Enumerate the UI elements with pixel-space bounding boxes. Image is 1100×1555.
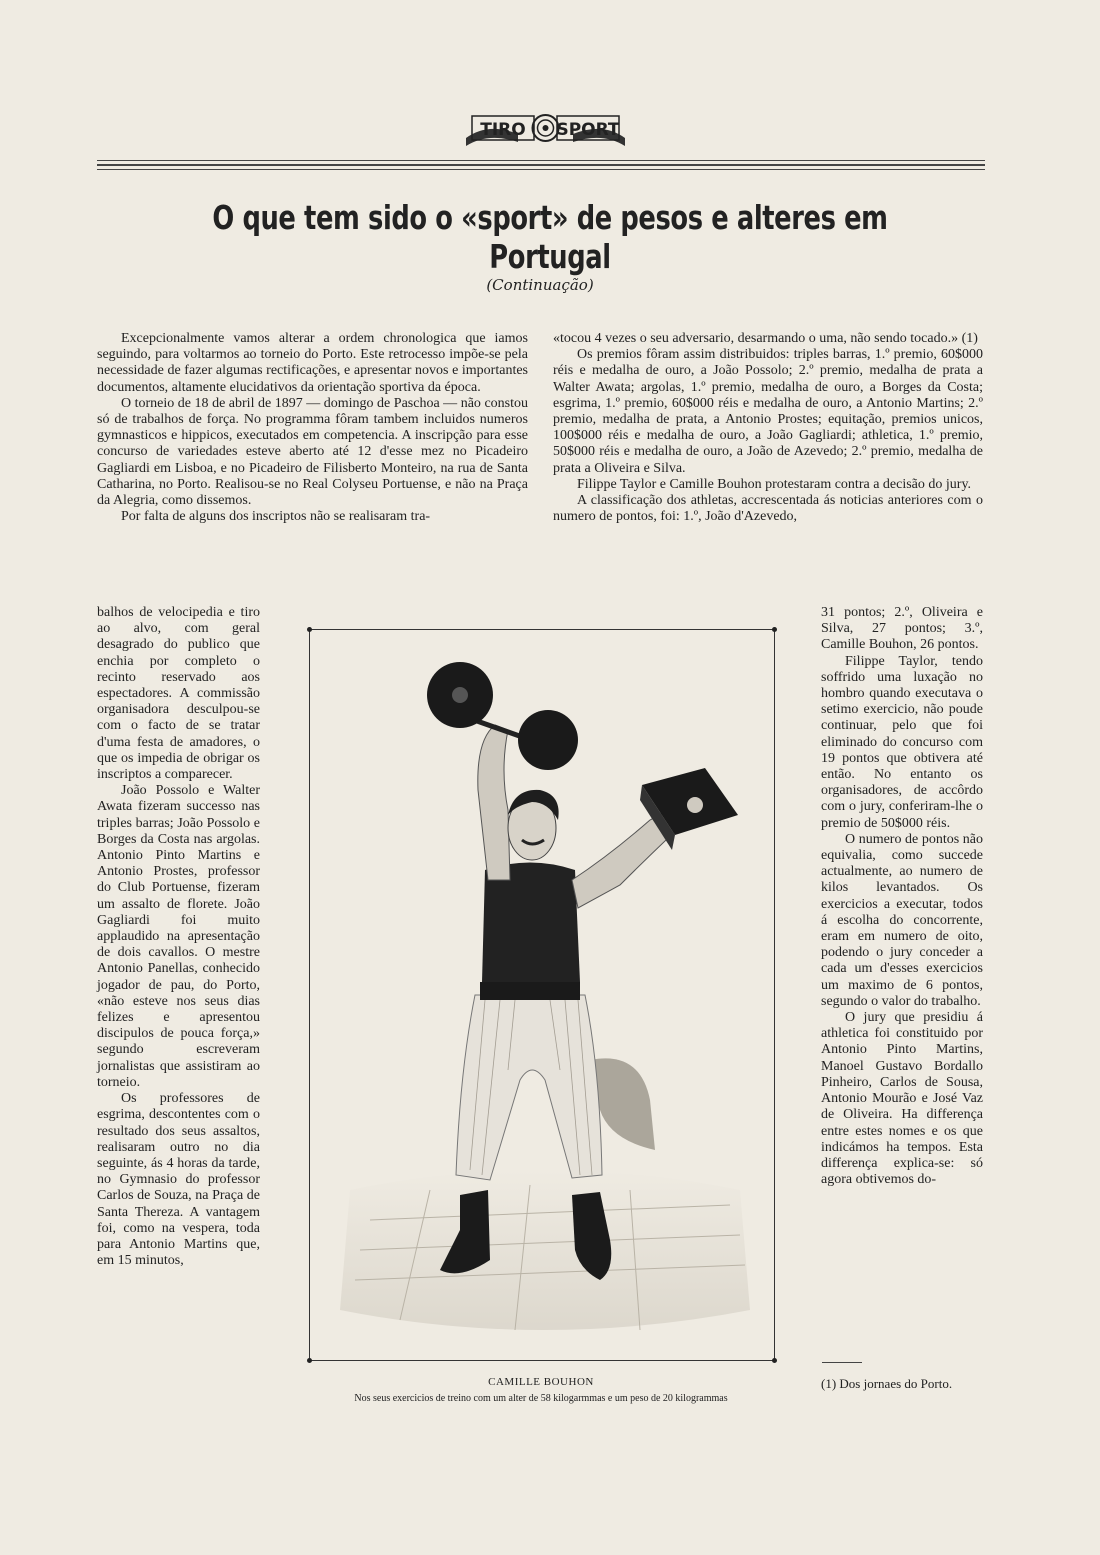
left-column-narrow [97, 605, 260, 1269]
paragraph: Filippe Taylor e Camille Bouhon protestaram contra a decisão do jury. [577, 476, 972, 492]
left-column-top [97, 331, 528, 525]
paragraph: Excepcionalmente vamos alterar a ordem chronologica que iamos seguindo, para voltarmos ao torneio do Porto. Este retrocesso impõe-se pela necessidade de fazer algumas rectificações, e apresentar novos e importantes documentos, altamente elucidativos da orientação sportiva da época. [97, 331, 528, 395]
paragraph: A classificação dos athletas, accrescentada ás noticias anteriores com o numero de pontos, foi: 1.º, João d'Azevedo, [553, 493, 983, 525]
article-subtitle: (Continuação) [486, 276, 594, 294]
paragraph: O torneio de 18 de abril de 1897 — domingo de Paschoa — não constou só de trabalhos de força. No programma fôram tambem incluidos numeros gymnasticos e hippicos, executados em competencia. A inscripção para esse concurso de variedades esteve aberto até 12 d'esse mez no Picadeiro Gagliardi em Lisboa, e no Picadeiro de Filisberto Monteiro, na rua de Santa Catharina, no Porto. Realisou-se no Real Colyseu Portuense, e não na Praça da Alegria, como dissemos. [97, 395, 528, 509]
header-rule [97, 164, 985, 166]
paragraph: Os professores de esgrima, descontentes com o resultado dos seus assaltos, realisaram outro no dia seguinte, ás 4 horas da tarde, no Gymnasio do professor Carlos de Souza, na Praça de Santa Thereza. A vantagem foi, como na vespera, toda para Antonio Martins que, em 15 minutos, [97, 1091, 260, 1269]
paragraph: Por falta de alguns dos inscriptos não se realisaram tra- [121, 509, 431, 525]
masthead-text-left: TIRO [480, 120, 526, 140]
photo-caption-text: Nos seus exercicios de treino com um alter de 58 kilogarmmas e um peso de 20 kilogrammas [354, 1393, 728, 1404]
photo-caption-title: CAMILLE BOUHON [488, 1376, 594, 1388]
footnote-rule [822, 1362, 862, 1363]
paragraph: balhos de velocipedia e tiro ao alvo, com geral desagrado do publico que enchia por completo o recinto reservado aos espectadores. A commissão organisadora desculpou-se com o facto de se tratar d'uma festa de amadores, o que os impedia de obrigar os inscriptos a comparecer. [97, 605, 260, 783]
article-title: O que tem sido o «sport» de pesos e alteres em Portugal [212, 198, 888, 276]
footnote: (1) Dos jornaes do Porto. [821, 1376, 953, 1391]
paragraph: O jury que presidiu á athletica foi constituido por Antonio Pinto Martins, Manoel Gustavo Bordallo Pinheiro, Carlos de Sousa, Antonio Mourão e José Vaz de Oliveira. Ha differença entre estes nomes e os que indicámos ha tempos. Esta differença explica-se: só agora obtivemos do- [821, 1010, 983, 1188]
masthead-text-right: SPORT [556, 120, 620, 140]
athlete-photo [309, 629, 775, 1361]
paragraph: «tocou 4 vezes o seu adversario, desarmando o uma, não sendo tocado.» (1) [553, 331, 978, 346]
paragraph: O numero de pontos não equivalia, como succede actualmente, ao numero de kilos levantados. Os exercicios a executar, todos á escolha do concorrente, eram em numero de oito, podendo o jury conceder a cada um d'esses exercicios um maximo de 6 pontos, segundo o valor do trabalho. [821, 831, 983, 1009]
paragraph: João Possolo e Walter Awata fizeram successo nas triples barras; João Possolo e Borges da Costa nas argolas. Antonio Pinto Martins e Antonio Prostes, professor do Club Portuense, fizeram um assalto de florete. João Gagliardi foi muito applaudido na apresentação de dois cavallos. O mestre Antonio Panellas, conhecido jogador de pau, do Porto, «não esteve nos seus dias felizes e apresentou discipulos de pouca força,» segundo escreveram jornalistas que assistiram ao torneio. [97, 783, 260, 1090]
paragraph: Os premios fôram assim distribuidos: triples barras, 1.º premio, 60$000 réis e medalha de ouro, a João Possolo; 2.º premio, medalha de prata a Walter Awata; argolas, 1.º premio, medalha de ouro, a Borges da Costa; esgrima, 1.º premio, 60$000 réis e medalha de ouro, a Antonio Martins; 2.º premio, medalha de prata, a Antonio Prostes; equitação, premios unicos, 100$000 réis e medalha de ouro, a João Gagliardi; athletica, 1.º premio, 50$000 réis e medalha de ouro, a João de Azevedo; 2.º premio, medalha de prata a Oliveira e Silva. [553, 347, 983, 476]
paragraph: 31 pontos; 2.º, Oliveira e Silva, 27 pontos; 3.º, Camille Bouhon, 26 pontos. [821, 605, 983, 653]
header-rule [97, 160, 985, 161]
right-column-narrow [821, 605, 983, 1188]
weightlifter-illustration [310, 630, 774, 1360]
paragraph: Filippe Taylor, tendo soffrido uma luxação no hombro quando executava o setimo exercicio, não poude continuar, pelo que foi eliminado do concurso com 19 pontos que obtivera até então. No entanto os organisadores, de accôrdo com o jury, conferiram-lhe o premio de 50$000 réis. [821, 653, 983, 831]
right-column-top [553, 331, 983, 525]
masthead-logo [458, 108, 633, 154]
header-rule [97, 169, 985, 170]
